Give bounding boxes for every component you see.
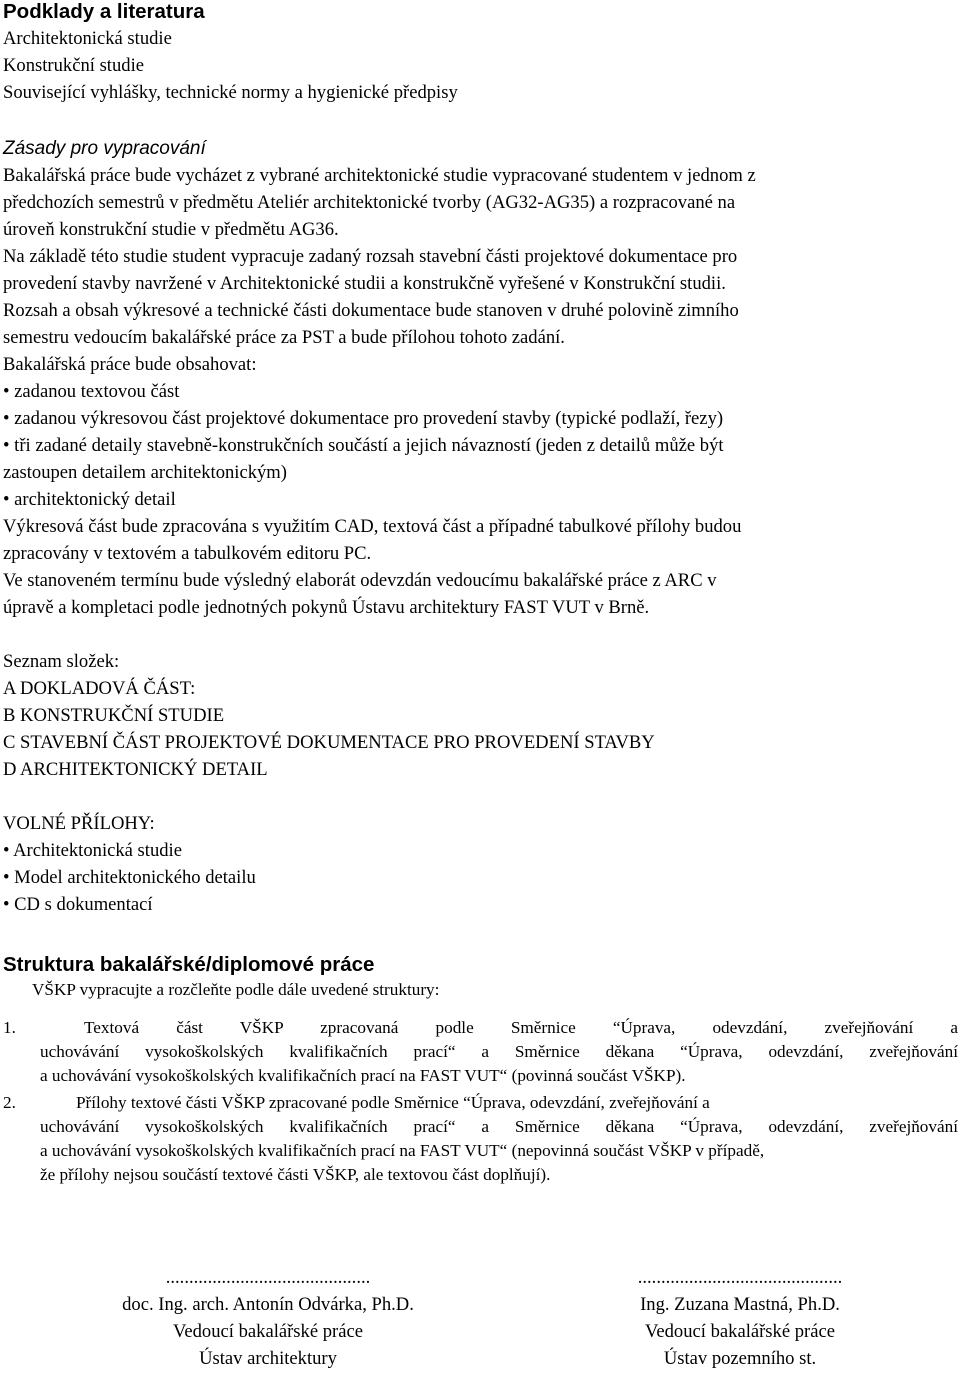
prilohy-heading: VOLNÉ PŘÍLOHY: xyxy=(3,813,155,834)
zasady-paragraph-6 xyxy=(3,567,958,621)
slozky-heading: Seznam složek: xyxy=(3,651,120,672)
text-line: zpracovány v textovém a tabulkovém editoru PC. xyxy=(3,543,372,564)
heading-struktura: Struktura bakalářské/diplomové práce xyxy=(3,953,375,976)
item-line: a uchovávání vysokoškolských kvalifikačních prací na FAST VUT“ (nepovinná součást VŠKP v případě, xyxy=(40,1141,765,1160)
signature-role: Vedoucí bakalářské práce xyxy=(173,1321,363,1342)
item-line: Přílohy textové části VŠKP zpracované podle Směrnice “Úprava, odevzdání, zveřejňování a xyxy=(76,1093,710,1112)
podklady-list xyxy=(3,25,958,106)
signature-unit: Ústav pozemního st. xyxy=(663,1348,817,1369)
signature-name: doc. Ing. arch. Antonín Odvárka, Ph.D. xyxy=(122,1294,414,1315)
signature-role: Vedoucí bakalářské práce xyxy=(645,1321,835,1342)
podklady-item: Související vyhlášky, technické normy a hygienické předpisy xyxy=(3,82,458,103)
struktura-item-2 xyxy=(3,1091,958,1187)
spacer xyxy=(3,783,958,810)
heading-podklady: Podklady a literatura xyxy=(3,0,205,23)
text-line: Výkresová část bude zpracována s využitím CAD, textová část a případné tabulkové přílohy budou xyxy=(3,516,742,537)
zasady-paragraph-5 xyxy=(3,513,958,567)
slozka-item: A DOKLADOVÁ ČÁST: xyxy=(3,678,196,699)
signature-left xyxy=(58,1264,478,1372)
text-line: Bakalářská práce bude vycházet z vybrané architektonické studie vypracované studentem v jednom z xyxy=(3,165,756,186)
priloha-item: • Model architektonického detailu xyxy=(3,867,256,888)
bullet-item-continuation: zastoupen detailem architektonickým) xyxy=(3,462,287,483)
signature-line: ............................................ xyxy=(637,1267,843,1288)
text-line: Rozsah a obsah výkresové a technické části dokumentace bude stanoven v druhé polovině zimního xyxy=(3,300,739,321)
seznam-slozek xyxy=(3,648,958,783)
item-line: a uchovávání vysokoškolských kvalifikačních prací na FAST VUT“ (povinná součást VŠKP). xyxy=(40,1066,686,1085)
struktura-item-1 xyxy=(3,1016,958,1088)
item-line: Textová část VŠKP zpracovaná podle Směrnice “Úprava, odevzdání, zveřejňování a xyxy=(84,1018,958,1037)
zasady-paragraph-1 xyxy=(3,162,958,243)
bullet-item: • architektonický detail xyxy=(3,489,176,510)
bullet-item: • zadanou textovou část xyxy=(3,381,180,402)
priloha-item: • CD s dokumentací xyxy=(3,894,153,915)
priloha-item: • Architektonická studie xyxy=(3,840,182,861)
zasady-paragraph-3 xyxy=(3,297,958,351)
signature-line: ............................................ xyxy=(165,1267,371,1288)
item-line: uchovávání vysokoškolských kvalifikačních prací“ a Směrnice děkana “Úprava, odevzdání, zveřejňování xyxy=(40,1042,958,1061)
text-line: provedení stavby navržené v Architektonické studii a konstrukčně vyřešené v Konstrukční studii. xyxy=(3,273,726,294)
heading-zasady: Zásady pro vypracování xyxy=(3,138,206,159)
zasady-paragraph-2 xyxy=(3,243,958,297)
bullet-item: • zadanou výkresovou část projektové dokumentace pro provedení stavby (typické podlaží, řezy) xyxy=(3,408,724,429)
text-line: úroveň konstrukční studie v předmětu AG36. xyxy=(3,219,339,240)
document-page xyxy=(3,0,958,1187)
podklady-item: Architektonická studie xyxy=(3,28,172,49)
text-line: Ve stanoveném termínu bude výsledný elaborát odevzdán vedoucímu bakalářské práce z ARC v xyxy=(3,570,717,591)
item-line: že přílohy nejsou součástí textové části VŠKP, ale textovou část doplňují). xyxy=(40,1165,551,1184)
struktura-intro: VŠKP vypracujte a rozčleňte podle dále uvedené struktury: xyxy=(32,980,440,999)
text-line: Na základě této studie student vypracuje zadaný rozsah stavební části projektové dokumentace pro xyxy=(3,246,738,267)
volne-prilohy xyxy=(3,810,958,918)
zasady-contents-intro: Bakalářská práce bude obsahovat: xyxy=(3,354,257,375)
text-line: úpravě a kompletaci podle jednotných pokynů Ústavu architektury FAST VUT v Brně. xyxy=(3,597,650,618)
slozka-item: C STAVEBNÍ ČÁST PROJEKTOVÉ DOKUMENTACE PRO PROVEDENÍ STAVBY xyxy=(3,732,655,753)
signature-name: Ing. Zuzana Mastná, Ph.D. xyxy=(640,1294,840,1315)
signature-unit: Ústav architektury xyxy=(199,1348,337,1369)
signature-right xyxy=(540,1264,940,1372)
item-number: 2. xyxy=(3,1093,16,1112)
text-line: semestru vedoucím bakalářské práce za PST a bude přílohou tohoto zadání. xyxy=(3,327,565,348)
text-line: předchozích semestrů v předmětu Ateliér architektonické tvorby (AG32-AG35) a rozpracované na xyxy=(3,192,736,213)
item-number: 1. xyxy=(3,1018,16,1037)
podklady-item: Konstrukční studie xyxy=(3,55,144,76)
zasady-bullet-list xyxy=(3,378,958,513)
slozka-item: D ARCHITEKTONICKÝ DETAIL xyxy=(3,759,268,780)
slozka-item: B KONSTRUKČNÍ STUDIE xyxy=(3,705,225,726)
bullet-item: • tři zadané detaily stavebně-konstrukčních součástí a jejich návazností (jeden z detailů může být xyxy=(3,435,724,456)
spacer xyxy=(3,621,958,648)
item-line: uchovávání vysokoškolských kvalifikačních prací“ a Směrnice děkana “Úprava, odevzdání, zveřejňování xyxy=(40,1117,958,1136)
